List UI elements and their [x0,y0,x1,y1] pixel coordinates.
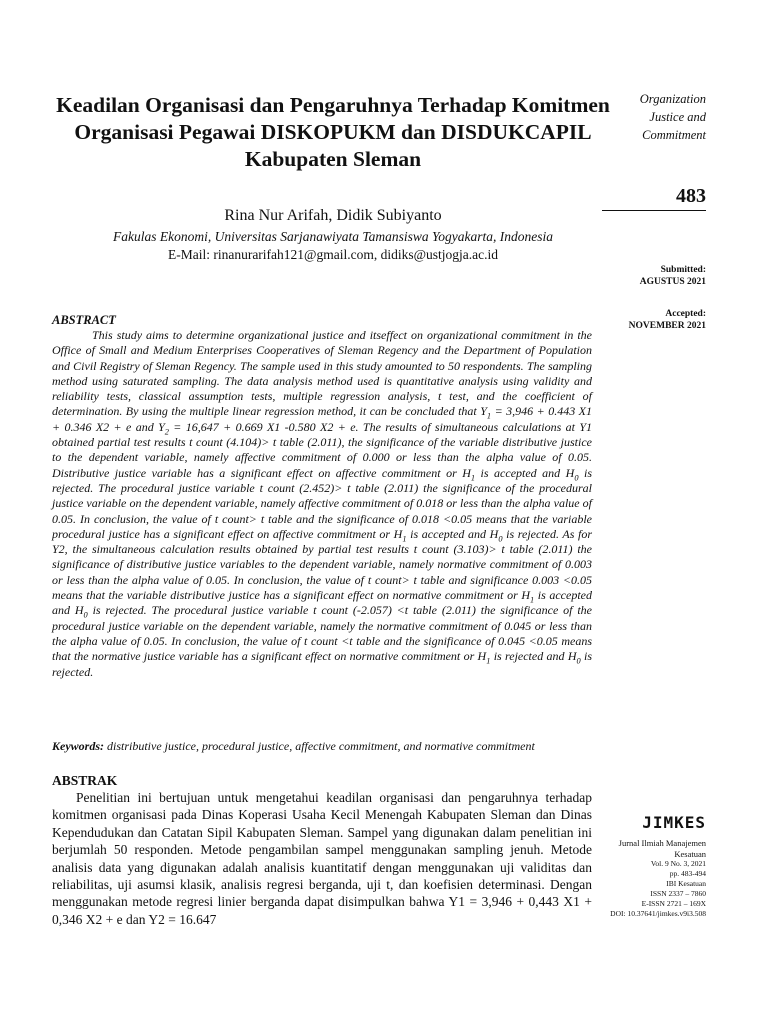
submitted-date: AGUSTUS 2021 [639,277,706,287]
accepted-label: Accepted: [665,309,706,319]
abstract-body: This study aims to determine organizational justice and itseffect on organizational commitment in the Office of Small and Medium Enterprises Cooperatives of Sleman Regency and the Department of Population and Civil Registry of Sleman Regency. The sample used in this study amounted to 50 respondents. The sampling method using saturated sampling. The data analysis method used is quantitative analysis using validity and reliability tests, classical assumption tests, multiple regression analysis, t test, and the coefficient of determination. By using the multiple linear regression method, it can be concluded that $Y_1 = 3,946 + 0.443$ X1 + 0.346 X2 + e and $Y_2 = 16,647 + 0.669$ X1 -0.580 X2 + e. The results of simultaneous calculations at Y1 obtained partial test results t count (4.104)> t table (2.011), the significance of the variable distributive justice to the dependent variable, namely affective commitment of 0.000 or less than the alpha value of 0.05. Distributive justice variable has a significant effect on affective commitment or $H_1$ is accepted and $H_0$ is rejected. The procedural justice variable t count (2.452)> t table (2.011) the significance of the procedural justice variable on the dependent variable, namely affective commitment of 0.018 or less than the alpha value of 0.05. In conclusion, the value of t count> t table and the significance of 0.018 <0.05 means that the variable procedural justice has a significant effect on affective commitment or $H_1$ is accepted and $H_0$ is rejected. As for Y2, the simultaneous calculation results obtained by partial test results t count (3.103)> t table (2.011) the significance of distributive justice variables to the dependent variable, namely normative commitment of 0.003 or less than the alpha value of 0.05. In conclusion, the value of t count> t table and significance 0.003 <0.05 means that the variable distributive justice has a significant effect on normative commitment or $H_1$ is accepted and $H_0$ is rejected. The procedural justice variable t count (-2.057) <t table (2.011) the significance of the procedural justice variable on the dependent variable, namely the normative commitment of 0.045 or less than the alpha value of 0.05. In conclusion, the value of t count <t table and the significance of 0.045 <0.05 means that the normative justice variable has a significant effect on normative commitment or $H_1$ is rejected and $H_0$ is rejected. [52,328,593,679]
journal-publisher: IBI Kesatuan [666,879,706,888]
paper-authors: Rina Nur Arifah, Didik Subiyanto [224,207,442,224]
journal-volume: Vol. 9 No. 3, 2021 [650,859,706,868]
journal-issn: ISSN 2337 – 7860 [650,889,706,898]
running-head-line: Organization [639,92,706,106]
journal-name-line: Kesatuan [674,848,706,859]
journal-name-line: Jurnal Ilmiah Manajemen [618,838,706,848]
running-head-line: Commitment [642,128,706,142]
abstract-indonesian [52,772,592,928]
author-affiliation: Fakulas Ekonomi, Universitas Sarjanawiyata Tamansiswa Yogyakarta, Indonesia [112,229,553,244]
author-email: E-Mail: rinanurarifah121@gmail.com, didiks@ustjogja.ac.id [167,247,499,262]
keywords-text: distributive justice, procedural justice, affective commitment, and normative commitment [104,739,535,753]
abstrak-body: Penelitian ini bertujuan untuk mengetahui keadilan organisasi dan pengaruhnya terhadap komitmen organisasi pada Dinas Koperasi Usaha Kecil Menengah Kabupaten Sleman dan Dinas Kependudukan dan Catatan Sipil Kabupaten Sleman. Sampel yang digunakan dalam penelitian ini berjumlah 50 responden. Metode pengambilan sampel menggunakan sampling jenuh. Metode analisis data yang digunakan adalah analisis kuantitatif dengan menggunakan uji validitas dan reliabilitas, uji asumsi klasik, analisis regresi berganda, uji t, dan koefisien determinasi. Dengan menggunakan metode regresi linier berganda dapat disimpulkan bahwa Y1 = 3,946 + 0,443 X1 + 0,346 X2 + e dan Y2 = 16.647 [52,790,592,927]
keywords [52,739,592,754]
journal-pages: pp. 483-494 [669,869,706,878]
submitted-label: Submitted: [660,265,706,275]
journal-doi: DOI: 10.37641/jimkes.v9i3.508 [610,909,706,918]
abstract-english [52,312,592,680]
accepted-date: NOVEMBER 2021 [628,321,706,331]
keywords-label: Keywords: [52,739,104,753]
page-number: 483 [602,184,706,211]
journal-eissn: E-ISSN 2721 – 169X [641,899,706,908]
journal-logo: JIMKES [642,813,706,832]
running-head-line: Justice and [649,110,706,124]
paper-title: Keadilan Organisasi dan Pengaruhnya Terhadap Komitmen Organisasi Pegawai DISKOPUKM dan DISDUKCAPIL Kabupaten Sleman [56,93,610,171]
abstract-heading: ABSTRACT [52,313,116,327]
running-head [586,90,706,144]
abstrak-heading: ABSTRAK [52,773,118,788]
